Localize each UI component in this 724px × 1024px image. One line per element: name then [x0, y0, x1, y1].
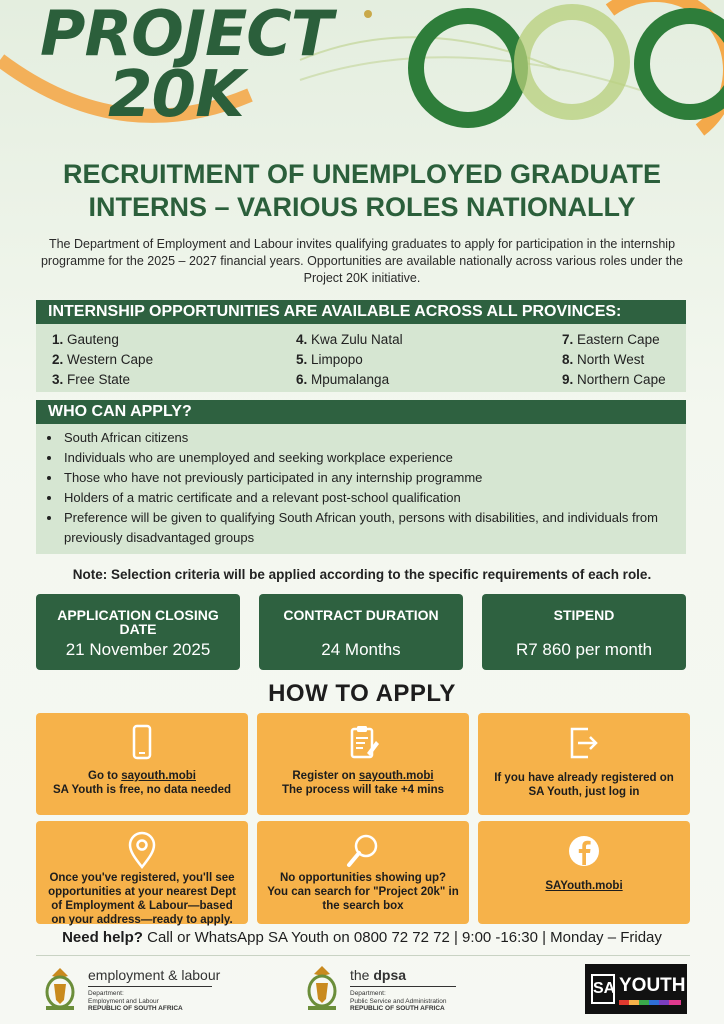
provinces-column-2 — [296, 330, 403, 390]
coat-of-arms-icon — [300, 962, 344, 1014]
logo-20k: 20K — [108, 58, 244, 132]
dept-employment-labour-sub: Department: Employment and Labour REPUBLIC OF SOUTH AFRICA — [88, 990, 183, 1012]
sayouth-facebook-link[interactable]: SAYouth.mobi — [545, 880, 623, 892]
location-pin-icon — [122, 831, 162, 871]
card-login — [478, 713, 690, 815]
card-opportunities — [36, 821, 248, 924]
card-facebook — [478, 821, 690, 924]
help-line: Need help? Call or WhatsApp SA Youth on 0800 72 72 72 | 9:00 -16:30 | Monday – Friday — [62, 929, 662, 946]
search-icon — [343, 831, 383, 871]
contract-duration-value: 24 Months — [321, 640, 401, 659]
card-search — [257, 821, 469, 924]
sa-youth-color-stripe — [619, 1000, 681, 1005]
province-item: 2. Western Cape — [52, 352, 154, 367]
card-text: No opportunities showing up? You can search for "Project 20k" in the search box — [267, 872, 459, 912]
card-text — [486, 879, 682, 893]
how-to-apply-heading: HOW TO APPLY — [268, 680, 456, 707]
page-title-line2: INTERNS – VARIOUS ROLES NATIONALLY — [88, 192, 636, 222]
contract-duration-box — [259, 594, 463, 670]
provinces-column-1 — [52, 330, 153, 390]
dept-dpsa-sub: Department: Public Service and Administration REPUBLIC OF SOUTH AFRICA — [350, 990, 447, 1012]
card-text: If you have already registered on SA Youth, just log in — [494, 772, 674, 798]
note-text: Note: Selection criteria will be applied according to the specific requirements of each role. — [72, 567, 652, 582]
card-register — [257, 713, 469, 815]
sa-youth-logo-youth: YOUTH — [619, 975, 686, 996]
province-item: 4. Kwa Zulu Natal — [296, 332, 403, 347]
closing-date-value: 21 November 2025 — [65, 640, 211, 659]
logo-project: PROJECT — [40, 0, 333, 70]
login-icon — [564, 723, 604, 763]
provinces-column-3 — [562, 330, 666, 390]
province-item: 8. North West — [562, 352, 645, 367]
province-item: 9. Northern Cape — [562, 372, 666, 387]
province-item: 1. Gauteng — [52, 332, 119, 347]
closing-date-label: APPLICATION CLOSING DATE — [57, 607, 219, 637]
stipend-box — [482, 594, 686, 670]
list-item: • South African citizens — [62, 428, 686, 448]
facebook-icon — [564, 831, 604, 871]
contract-duration-label: CONTRACT DURATION — [283, 607, 439, 623]
sa-youth-logo — [585, 964, 687, 1014]
who-heading: WHO CAN APPLY? — [36, 400, 686, 424]
province-item: 3. Free State — [52, 372, 131, 387]
closing-date-box — [36, 594, 240, 670]
provinces-heading: INTERNSHIP OPPORTUNITIES ARE AVAILABLE ACROSS ALL PROVINCES: — [36, 300, 686, 324]
list-item: • Those who have not previously participated in any internship programme — [62, 468, 686, 488]
sa-youth-logo-sa: SA — [591, 974, 615, 1004]
dept1-divider — [88, 986, 212, 987]
phone-icon — [122, 723, 162, 763]
intro-paragraph: The Department of Employment and Labour invites qualifying graduates to apply for participation in the internship programme for the 2025 – 2027 financial years. Opportunities are available nationally across various roles under the Project 20K initiative. — [40, 237, 684, 285]
stipend-label: STIPEND — [553, 607, 615, 623]
dept2-divider — [350, 986, 456, 987]
card-text: Once you've registered, you'll see opportunities at your nearest Dept of Employment & Labour—based on your address—ready to apply. — [48, 872, 236, 926]
list-item: • Preference will be given to qualifying South African youth, persons with disabilities, and individuals from previously disadvantaged groups — [62, 508, 686, 548]
footer-divider — [36, 955, 690, 956]
list-item: • Individuals who are unemployed and seeking workplace experience — [62, 448, 686, 468]
list-item: • Holders of a matric certificate and a relevant post-school qualification — [62, 488, 686, 508]
dept-dpsa-name: the dpsa — [350, 967, 407, 983]
dept-employment-labour-name: employment & labour — [88, 967, 221, 983]
sayouth-link[interactable]: sayouth.mobi — [121, 770, 196, 782]
card-go-to-site — [36, 713, 248, 815]
page-title-line1: RECRUITMENT OF UNEMPLOYED GRADUATE — [63, 159, 661, 189]
province-item: 7. Eastern Cape — [562, 332, 660, 347]
stipend-value: R7 860 per month — [515, 640, 653, 659]
clipboard-icon — [343, 723, 383, 763]
province-item: 5. Limpopo — [296, 352, 363, 367]
card-text: Register on sayouth.mobi The process will take +4 mins — [281, 770, 445, 796]
province-item: 6. Mpumalanga — [296, 372, 390, 387]
who-panel — [36, 424, 686, 554]
provinces-panel — [36, 324, 686, 392]
who-list — [36, 424, 686, 548]
coat-of-arms-icon — [38, 964, 82, 1014]
card-text: Go to sayouth.mobi SA Youth is free, no data needed — [52, 770, 232, 796]
sayouth-link[interactable]: sayouth.mobi — [358, 770, 434, 782]
